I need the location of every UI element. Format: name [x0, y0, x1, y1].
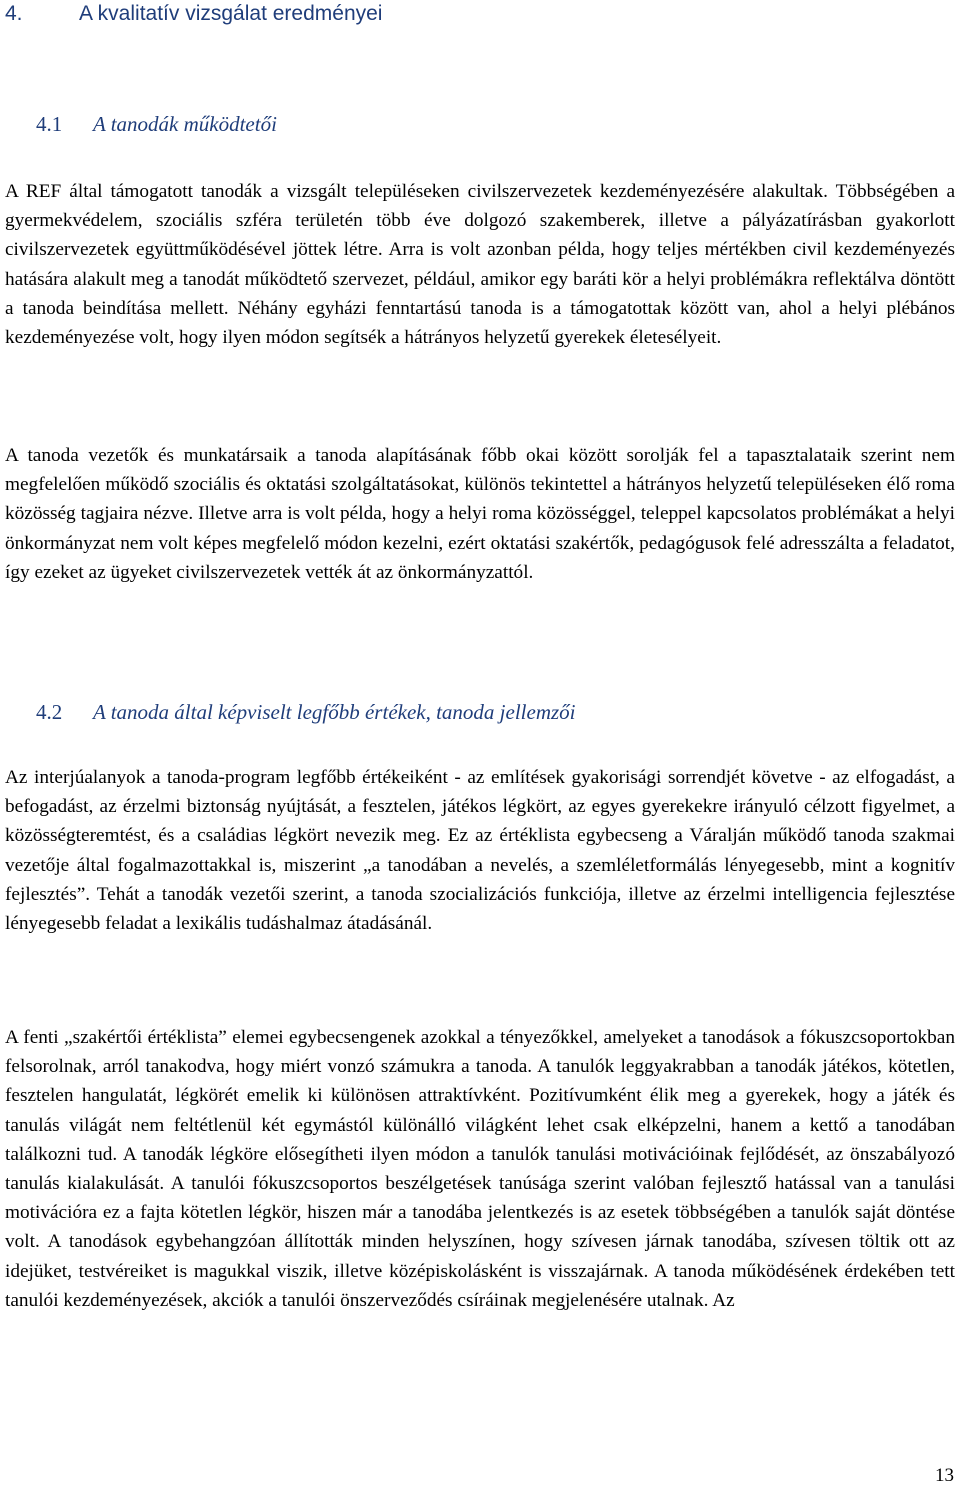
subsection-heading-2: [36, 700, 576, 725]
section-heading: [5, 2, 382, 26]
subsection-number-1: 4.1: [36, 112, 63, 136]
paragraph-1: A REF által támogatott tanodák a vizsgált településeken civilszervezetek kezdeményezésére alakultak. Többségében a gyermekvédelem, szociális szféra területén több éve dolgozó szakemberek, illetve a pályázatírásban gyakorlott civilszervezetek együttműködésével jöttek létre. Arra is volt azonban példa, hogy teljes mértékben civil kezdeményezés hatására alakult meg a tanodát működtető szervezet, például, amikor egy baráti kör a helyi problémákra reflektálva döntött a tanoda beindítása mellett. Néhány egyházi fenntartású tanoda is a támogatottak között van, ahol a helyi plébános kezdeményezése volt, hogy ilyen módon segítsék a hátrányos helyzetű gyerekek életesélyeit.: [5, 181, 955, 349]
subsection-title-2: A tanoda által képviselt legfőbb értékek, tanoda jellemzői: [93, 700, 576, 724]
subsection-number-2: 4.2: [36, 700, 63, 724]
paragraph-4: A fenti „szakértői értéklista” elemei egybecsengenek azokkal a tényezőkkel, amelyeket a tanodások a fókuszcsoportokban felsorolnak, arról tanakodva, hogy miért vonzó számukra a tanoda. A tanulók leggyakrabban a tanodák játékos, kötetlen, fesztelen hangulatát, légkörét emelik ki különösen attraktívként. Pozitívumként élik meg a gyerekek, hogy a játék és tanulás világát nem feltétlenül két egymástól különálló világként lehet csak elképzelni, hanem a kettő a tanodában találkozni tud. A tanodák légköre elősegítheti ilyen módon a tanulók tanulási motivációinak fejlődését, az önszabályozó tanulás kialakulását. A tanulói fókuszcsoportos beszélgetések tanúsága szerint valóban fejlesztő hatással van a tanulási motivációra ez a fajta kötetlen légkör, hiszen már a tanodába jelentkezés is az esetek többségében a tanulók saját döntése volt. A tanodások egybehangzóan állították minden helyszínen, hogy szívesen járnak tanodába, szívesen töltik ott az idejüket, testvéreiket is magukkal viszik, illetve középiskolásként is visszajárnak. A tanoda működésének érdekében tett tanulói kezdeményezések, akciók a tanulói önszerveződés csíráinak megjelenésére utalnak. Az: [5, 1027, 955, 1311]
page-number: 13: [935, 1465, 954, 1486]
subsection-title-1: A tanodák működtetői: [93, 112, 277, 136]
paragraph-2: A tanoda vezetők és munkatársaik a tanoda alapításának főbb okai között sorolják fel a tapasztalataik szerint nem megfelelően működő szociális és oktatási szolgáltatásokat, különös tekintettel a hátrányos helyzetű településeken élő roma közösség tagjaira nézve. Illetve arra is volt példa, hogy a helyi roma közösséggel, teleppel kapcsolatos problémákat a helyi önkormányzat nem volt képes megfelelő módon kezelni, ezért oktatási szakértők, pedagógusok felé adresszálta a feladatot, így ezeket az ügyeket civilszervezetek vették át az önkormányzattól.: [5, 445, 955, 583]
paragraph-3: Az interjúalanyok a tanoda-program legfőbb értékeiként - az említések gyakorisági sorrendjét követve - az elfogadást, a befogadást, az érzelmi biztonság nyújtását, a fesztelen, játékos légkört, az egyes gyerekekre irányuló célzott figyelmet, a közösségteremtést, és a családias légkört nevezik meg. Ez az értéklista egybecseng a Váralján működő tanoda szakmai vezetője által fogalmazottakkal is, miszerint „a tanodában a nevelés, a szemléletformálás lényegesebb, mint a kognitív fejlesztés”. Tehát a tanodák vezetői szerint, a tanoda szocializációs funkciója, illetve az érzelmi intelligencia fejlesztése lényegesebb feladat a lexikális tudáshalmaz átadásánál.: [5, 767, 955, 935]
section-title: A kvalitatív vizsgálat eredményei: [79, 2, 383, 25]
subsection-heading-1: [36, 112, 277, 137]
section-number: 4.: [5, 2, 23, 25]
